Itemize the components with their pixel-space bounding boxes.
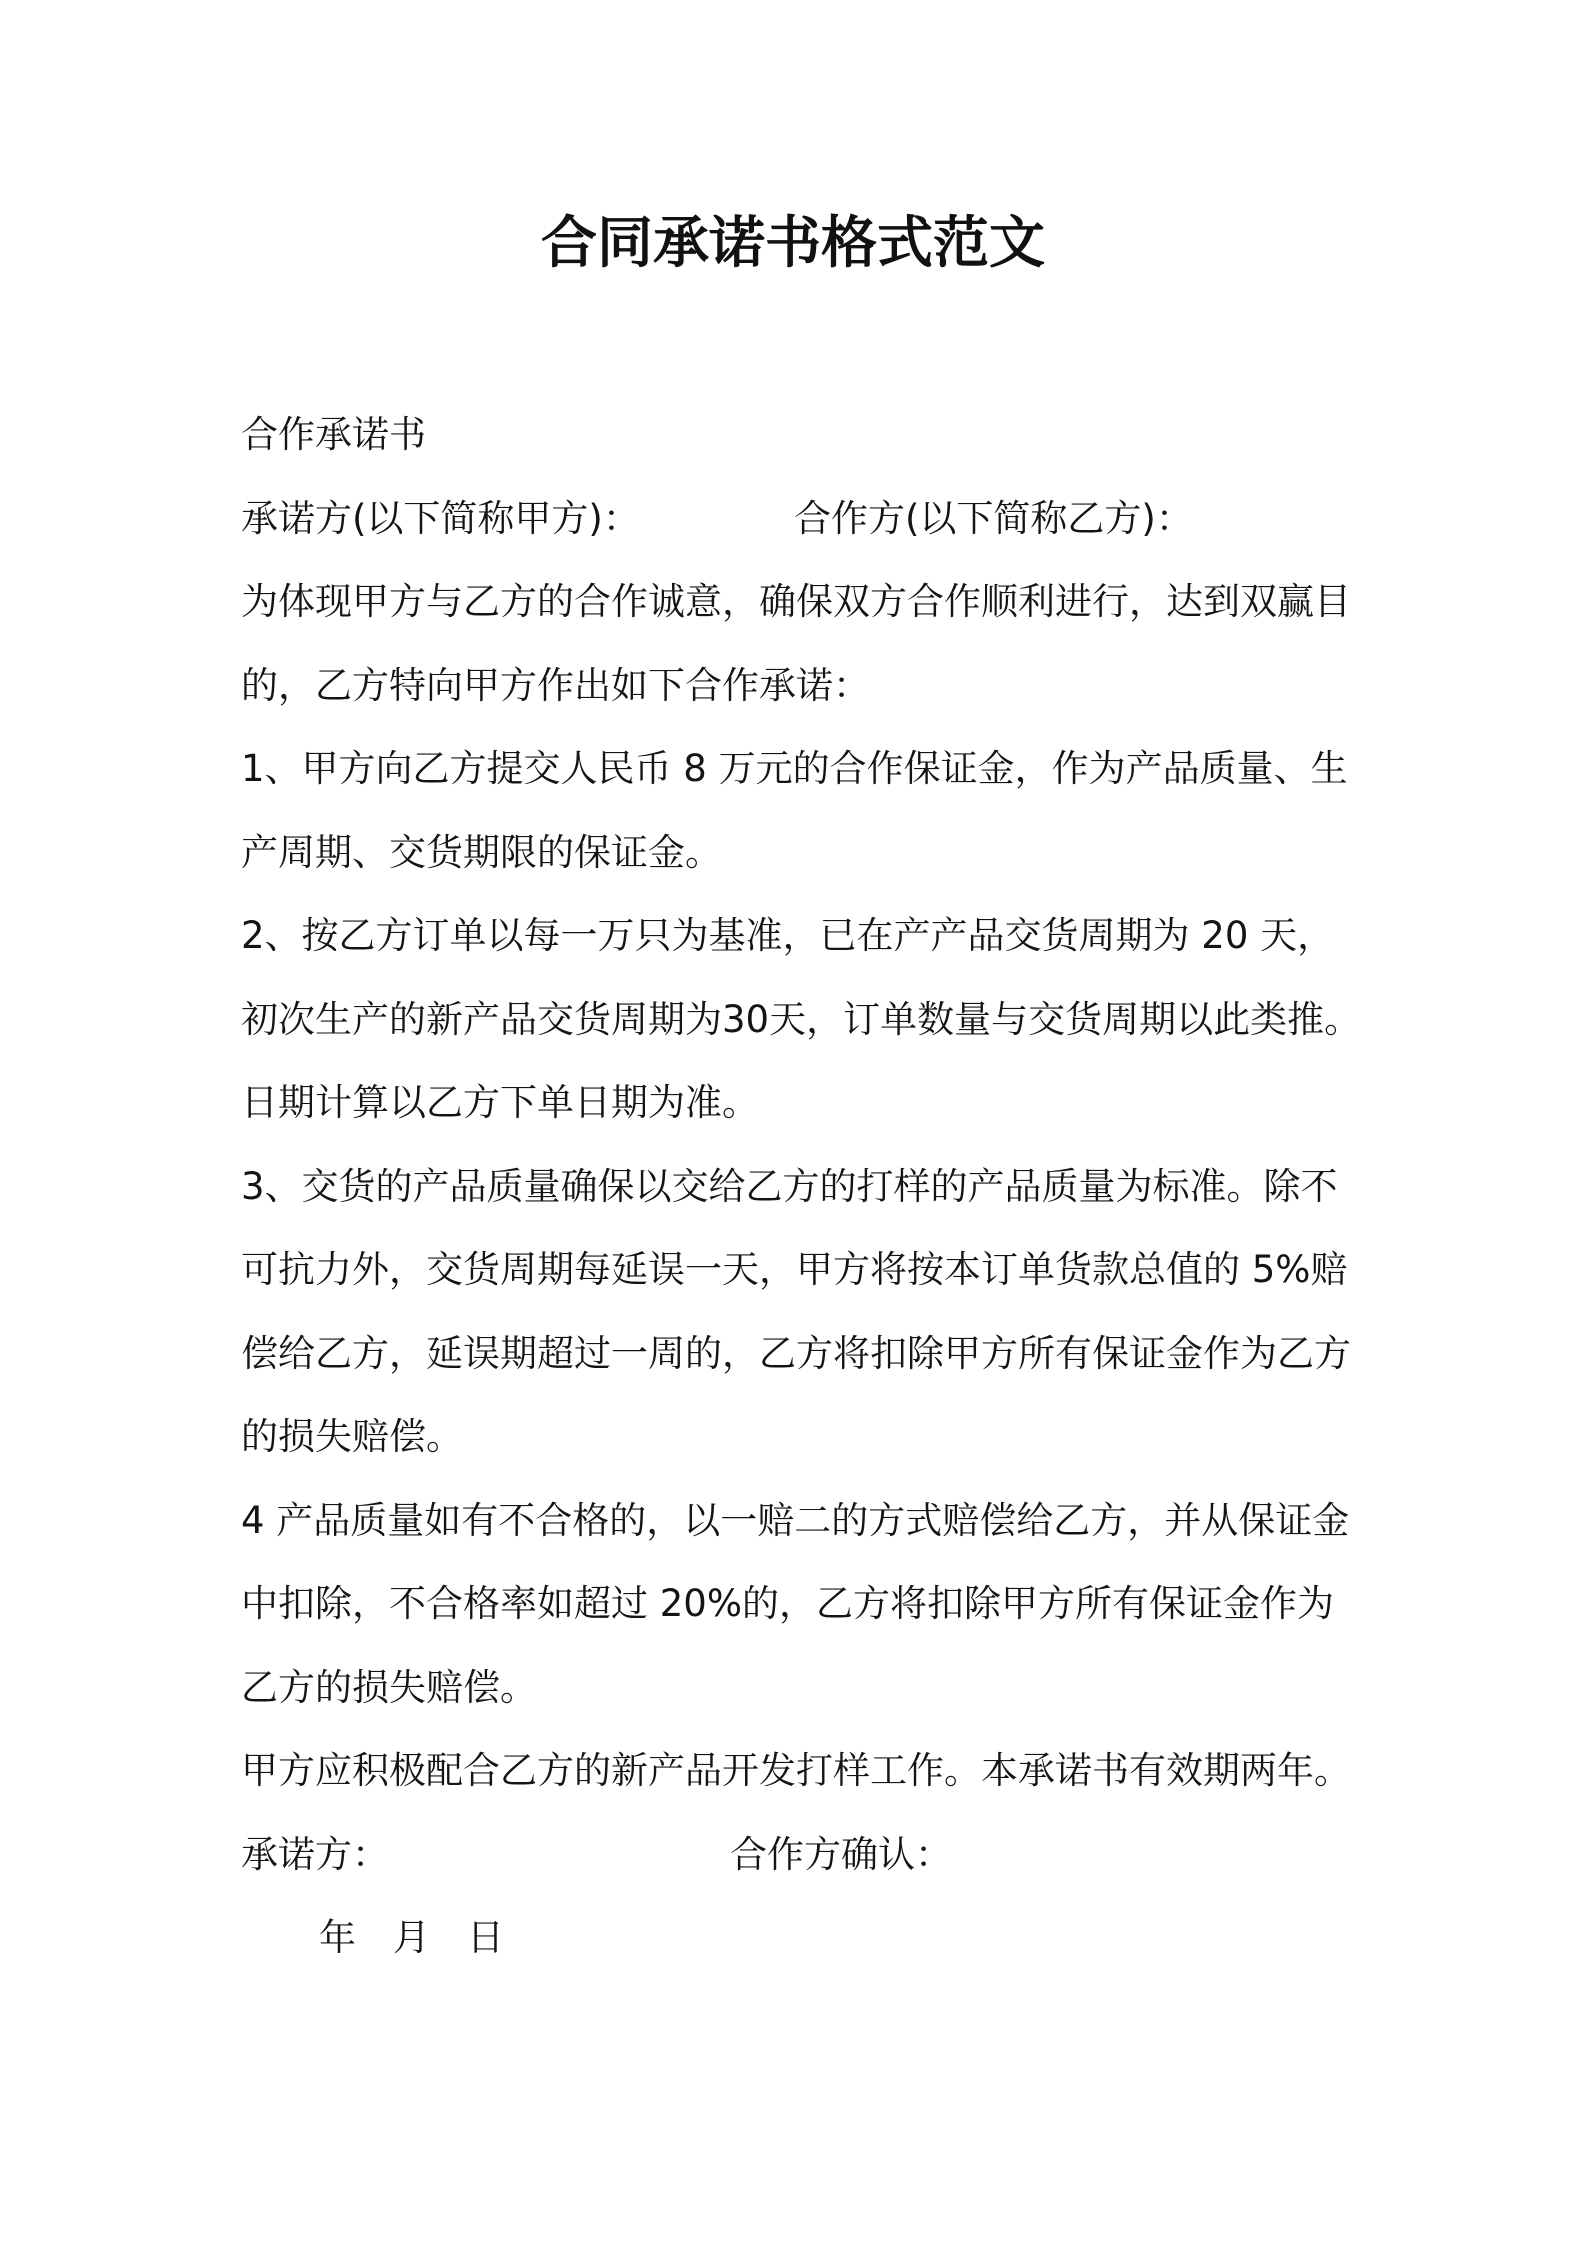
document-body xyxy=(241,393,1441,1980)
clause-line: 4 产品质量如有不合格的，以一赔二的方式赔偿给乙方，并从保证金 xyxy=(241,1498,1350,1542)
promisor-party-label: 承诺方(以下简称甲方)： xyxy=(241,496,640,540)
clause-line: 的损失赔偿。 xyxy=(241,1415,463,1458)
clause-3 xyxy=(241,1145,1441,1479)
intro-line: 为体现甲方与乙方的合作诚意，确保双方合作顺利进行，达到双赢目 xyxy=(241,580,1351,623)
signature-date: 年 月 日 xyxy=(319,1916,504,1959)
clause-line: 可抗力外，交货周期每延误一天，甲方将按本订单货款总值的 5%赔 xyxy=(241,1248,1348,1291)
partner-party-label: 合作方(以下简称乙方)： xyxy=(794,496,1193,540)
clause-line: 日期计算以乙方下单日期为准。 xyxy=(241,1081,759,1124)
clause-4 xyxy=(241,1479,1441,1730)
section-heading: 合作承诺书 xyxy=(241,413,426,456)
clause-line: 2、按乙方订单以每一万只为基准，已在产产品交货周期为 20 天， xyxy=(241,914,1335,957)
clause-line: 初次生产的新产品交货周期为30天，订单数量与交货周期以此类推。 xyxy=(241,997,1362,1041)
partner-confirmation-label: 合作方确认： xyxy=(730,1832,952,1876)
clause-line: 产周期、交货期限的保证金。 xyxy=(241,830,722,874)
parties-row xyxy=(241,477,1441,561)
clause-line: 乙方的损失赔偿。 xyxy=(241,1665,537,1709)
promisor-signature-label: 承诺方： xyxy=(241,1832,389,1876)
clause-line: 中扣除，不合格率如超过 20%的，乙方将扣除甲方所有保证金作为 xyxy=(241,1582,1334,1625)
intro-line: 的，乙方特向甲方作出如下合作承诺： xyxy=(241,663,870,707)
intro-paragraph xyxy=(241,560,1441,727)
clause-2 xyxy=(241,894,1441,1145)
clause-line: 1、甲方向乙方提交人民币 8 万元的合作保证金，作为产品质量、生 xyxy=(241,747,1348,790)
clause-line: 3、交货的产品质量确保以交给乙方的打样的产品质量为标准。除不 xyxy=(241,1164,1338,1208)
closing-statement: 甲方应积极配合乙方的新产品开发打样工作。本承诺书有效期两年。 xyxy=(241,1749,1351,1792)
clause-line: 偿给乙方，延误期超过一周的，乙方将扣除甲方所有保证金作为乙方 xyxy=(241,1331,1351,1375)
clause-1 xyxy=(241,727,1441,894)
signature-row xyxy=(241,1813,1441,1897)
document-title: 合同承诺书格式范文 xyxy=(541,211,1045,276)
date-row xyxy=(241,1896,1441,1980)
